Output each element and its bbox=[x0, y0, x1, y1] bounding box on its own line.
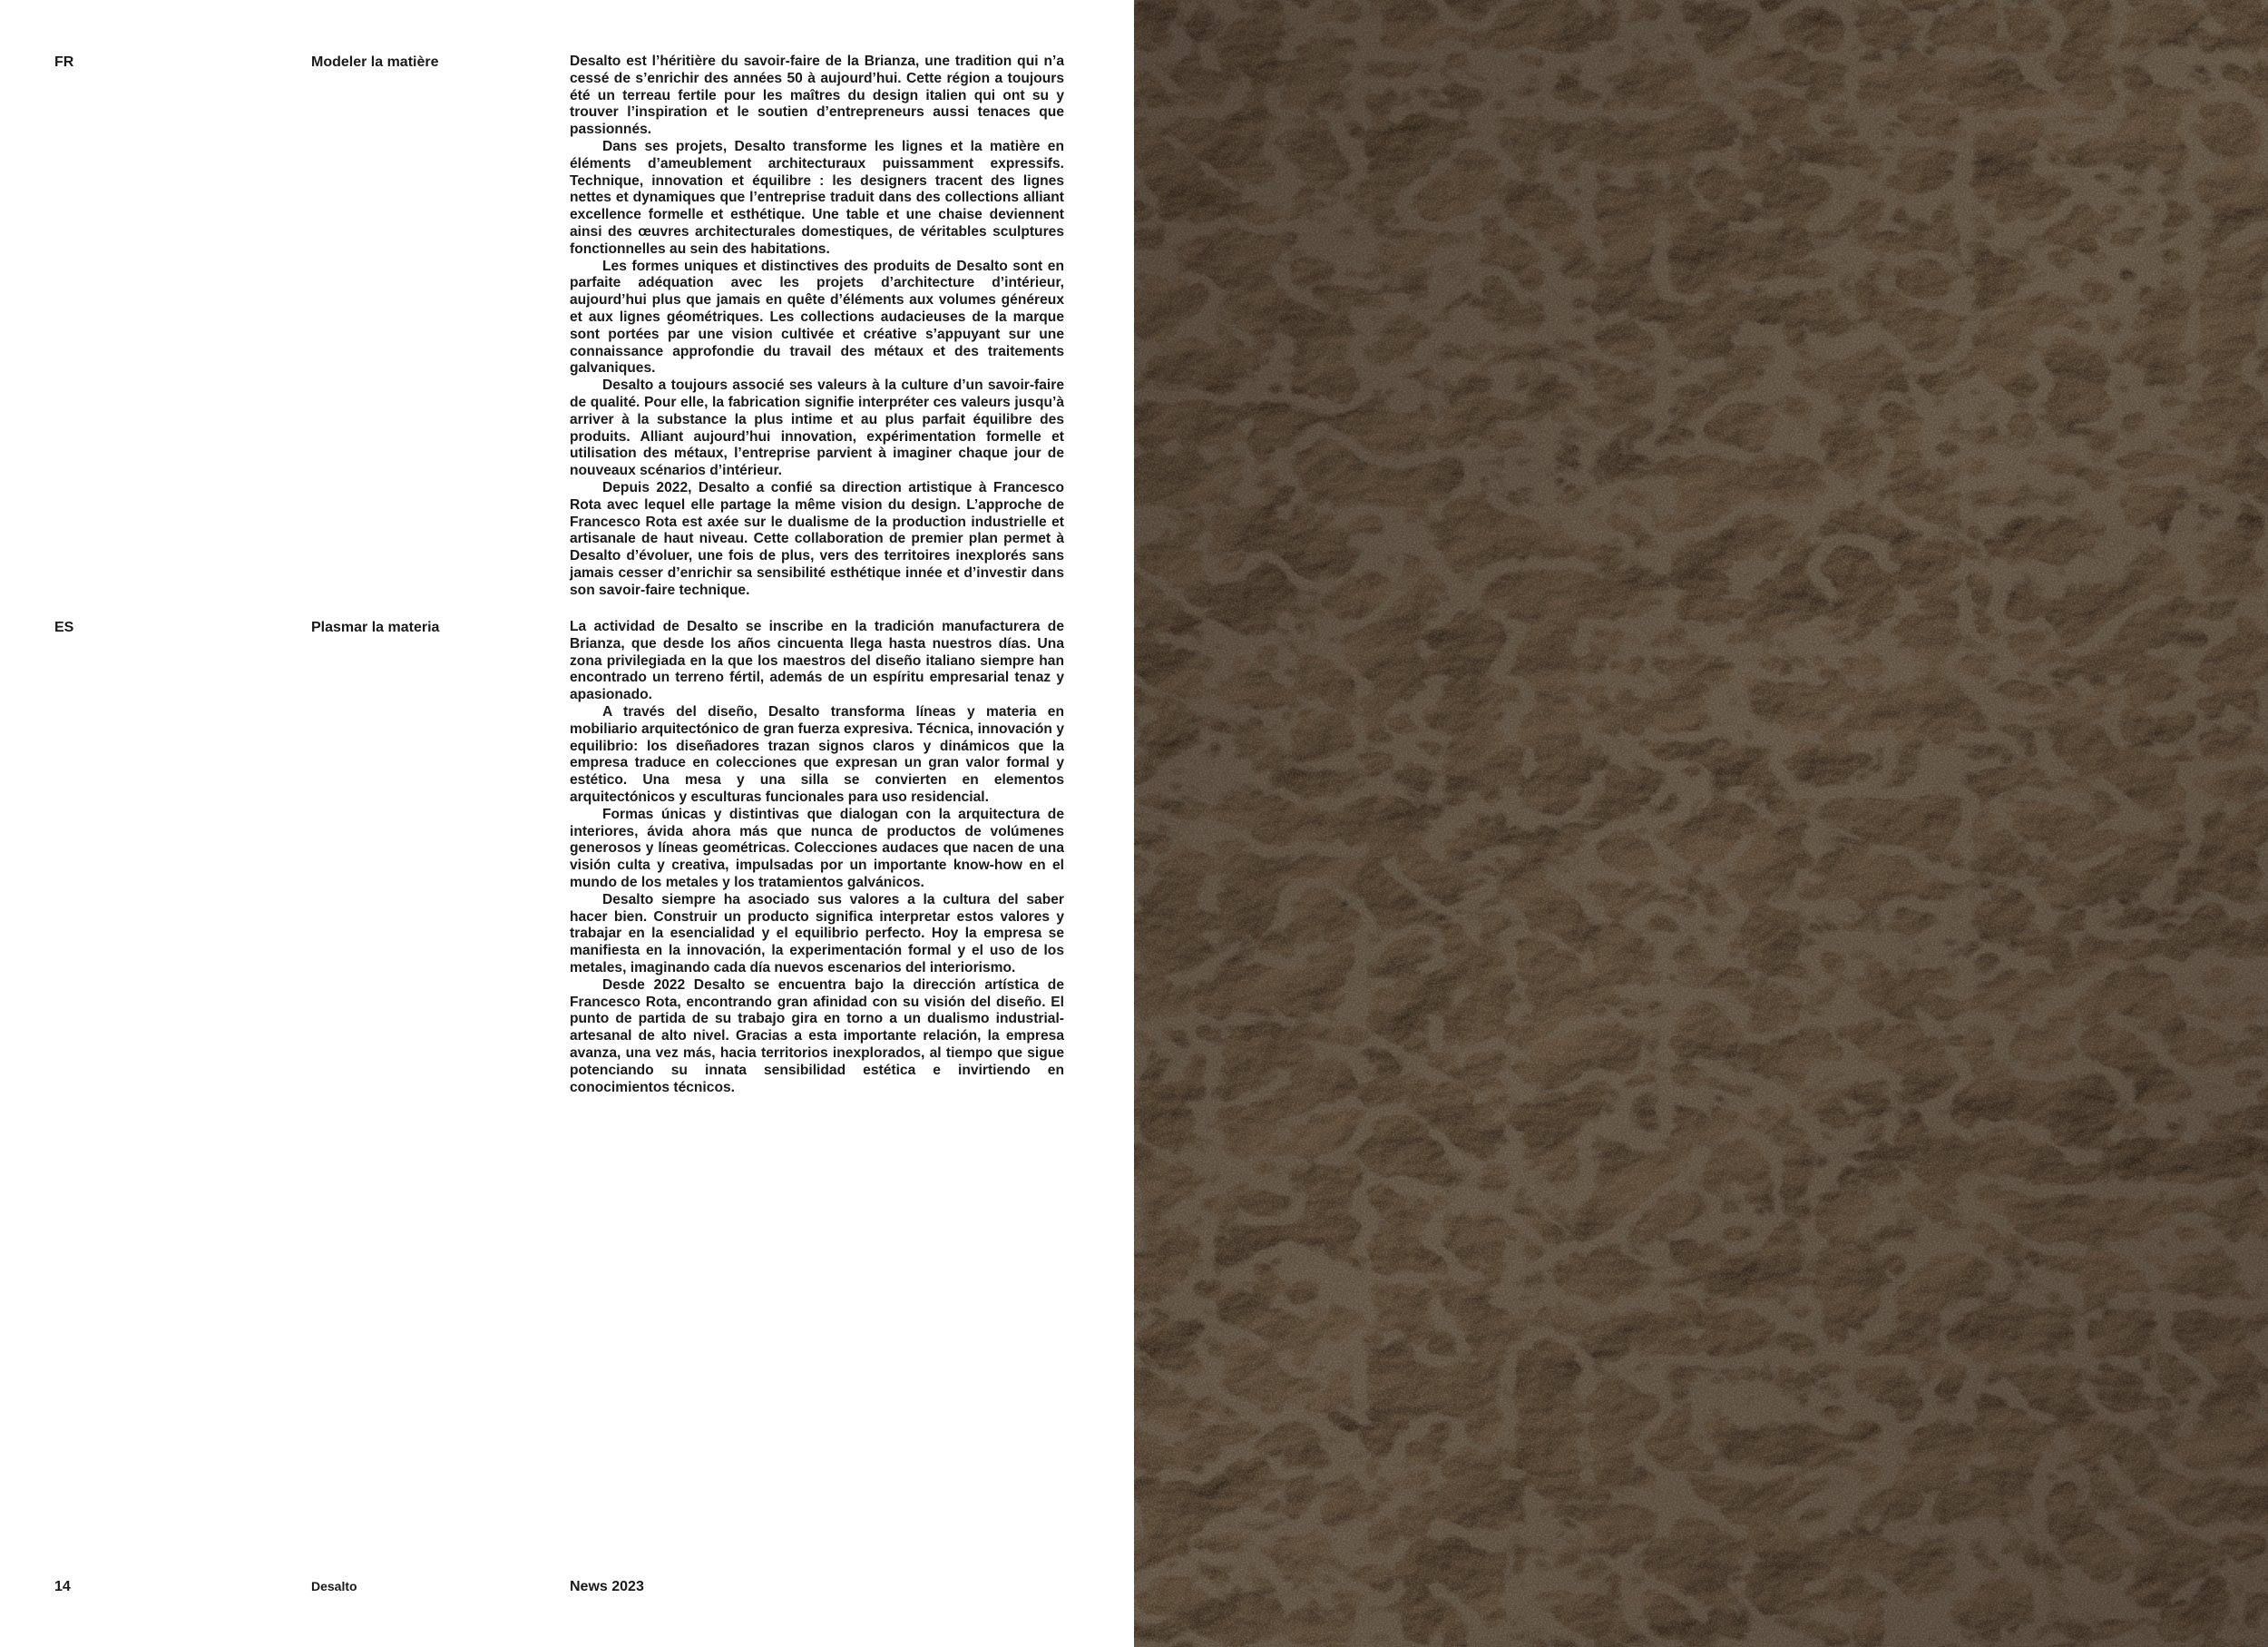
paragraph: A través del diseño, Desalto transforma líneas y materia en mobiliario arquitectónico de gran fuerza expresiva. Técnica, innovación y equilibrio: los diseñadores trazan signos claros y dinámicos que la empresa traduce en colecciones que expresan un gran valor formal y estético. Una mesa y una silla se convierten en elementos arquitectónicos y esculturas funcionales para uso residencial. bbox=[570, 703, 1064, 805]
section-body-es bbox=[570, 619, 1064, 1096]
section-title-es: Plasmar la materia bbox=[311, 620, 440, 635]
paragraph: Desde 2022 Desalto se encuentra bajo la dirección artística de Francesco Rota, encontrando gran afinidad con su visión del diseño. El punto de partida de su trabajo gira en torno a un dualismo industrial-artesanal de alto nivel. Gracias a esta importante relación, la empresa avanza, una vez más, hacia territorios inexplorados, al tiempo que sigue potenciando su innata sensibilidad estética e invirtiendo en conocimientos técnicos. bbox=[570, 976, 1064, 1095]
footer-brand: Desalto bbox=[311, 1579, 357, 1593]
paragraph: Dans ses projets, Desalto transforme les lignes et la matière en éléments d’ameublement architecturaux puissamment expressifs. Technique, innovation et équilibre : les designers tracent des lignes nettes et dynamiques que l’entreprise traduit dans des collections alliant excellence formelle et esthétique. Une table et une chaise deviennent ainsi des œuvres architecturales domestiques, de véritables sculptures fonctionnelles au sein des habitations. bbox=[570, 138, 1064, 257]
paragraph: Desalto est l’héritière du savoir-faire de la Brianza, une tradition qui n’a cessé de s’enrichir des années 50 à aujourd’hui. Cette région a toujours été un terreau fertile pour les maîtres du design italien qui ont su y trouver l’inspiration et le soutien d’entrepreneurs aussi tenaces que passionnés. bbox=[570, 54, 1064, 138]
paragraph: Les formes uniques et distinctives des produits de Desalto sont en parfaite adéquation avec les projets d’architecture d’intérieur, aujourd’hui plus que jamais en quête d’éléments aux volumes généreux et aux lignes géométriques. Les collections audacieuses de la marque sont portées par une vision cultivée et créative s’appuyant sur une connaissance approfondie du travail des métaux et des traitements galvaniques. bbox=[570, 258, 1064, 377]
paragraph: Depuis 2022, Desalto a confié sa direction artistique à Francesco Rota avec lequel elle partage la même vision du design. L’approche de Francesco Rota est axée sur le dualisme de la production industrielle et artisanale de haut niveau. Cette collaboration de premier plan permet à Desalto d’évoluer, une fois de plus, vers des territoires inexplorés sans jamais cesser d’enrichir sa sensibilité esthétique innée et d’investir dans son savoir-faire technique. bbox=[570, 479, 1064, 598]
lang-code-fr: FR bbox=[54, 54, 74, 70]
section-title-fr: Modeler la matière bbox=[311, 54, 439, 70]
paragraph: Formas únicas y distintivas que dialogan con la arquitectura de interiores, ávida ahora más que nunca de productos de volúmenes generosos y líneas geométricas. Colecciones audaces que nacen de una visión culta y creativa, impulsadas por un importante know-how en el mundo de los metales y los tratamientos galvánicos. bbox=[570, 806, 1064, 890]
paragraph: Desalto a toujours associé ses valeurs à la culture d’un savoir-faire de qualité. Pour elle, la fabrication signifie interpréter ces valeurs jusqu’à arriver à la substance la plus intime et au plus parfait équilibre des produits. Alliant aujourd’hui innovation, expérimentation formelle et utilisation des métaux, l’entreprise parvient à imaginer chaque jour de nouveaux scénarios d’intérieur. bbox=[570, 377, 1064, 479]
lang-code-es: ES bbox=[54, 620, 74, 635]
footer-issue: News 2023 bbox=[570, 1579, 644, 1594]
clay-texture-image bbox=[1134, 0, 2268, 1647]
section-body-fr bbox=[570, 54, 1064, 600]
page-number: 14 bbox=[54, 1579, 71, 1594]
texture-photo bbox=[1134, 0, 2268, 1647]
paragraph: Desalto siempre ha asociado sus valores a la cultura del saber hacer bien. Construir un producto significa interpretar estos valores y trabajar en la esencialidad y el equilibrio perfecto. Hoy la empresa se manifiesta en la innovación, la experimentación formal y el uso de los metales, imaginando cada día nuevos escenarios del interiorismo. bbox=[570, 891, 1064, 975]
paragraph: La actividad de Desalto se inscribe en la tradición manufacturera de Brianza, que desde los años cincuenta llega hasta nuestros días. Una zona privilegiada en la que los maestros del diseño italiano siempre han encontrado un terreno fértil, además de un espíritu empresarial tenaz y apasionado. bbox=[570, 619, 1064, 703]
